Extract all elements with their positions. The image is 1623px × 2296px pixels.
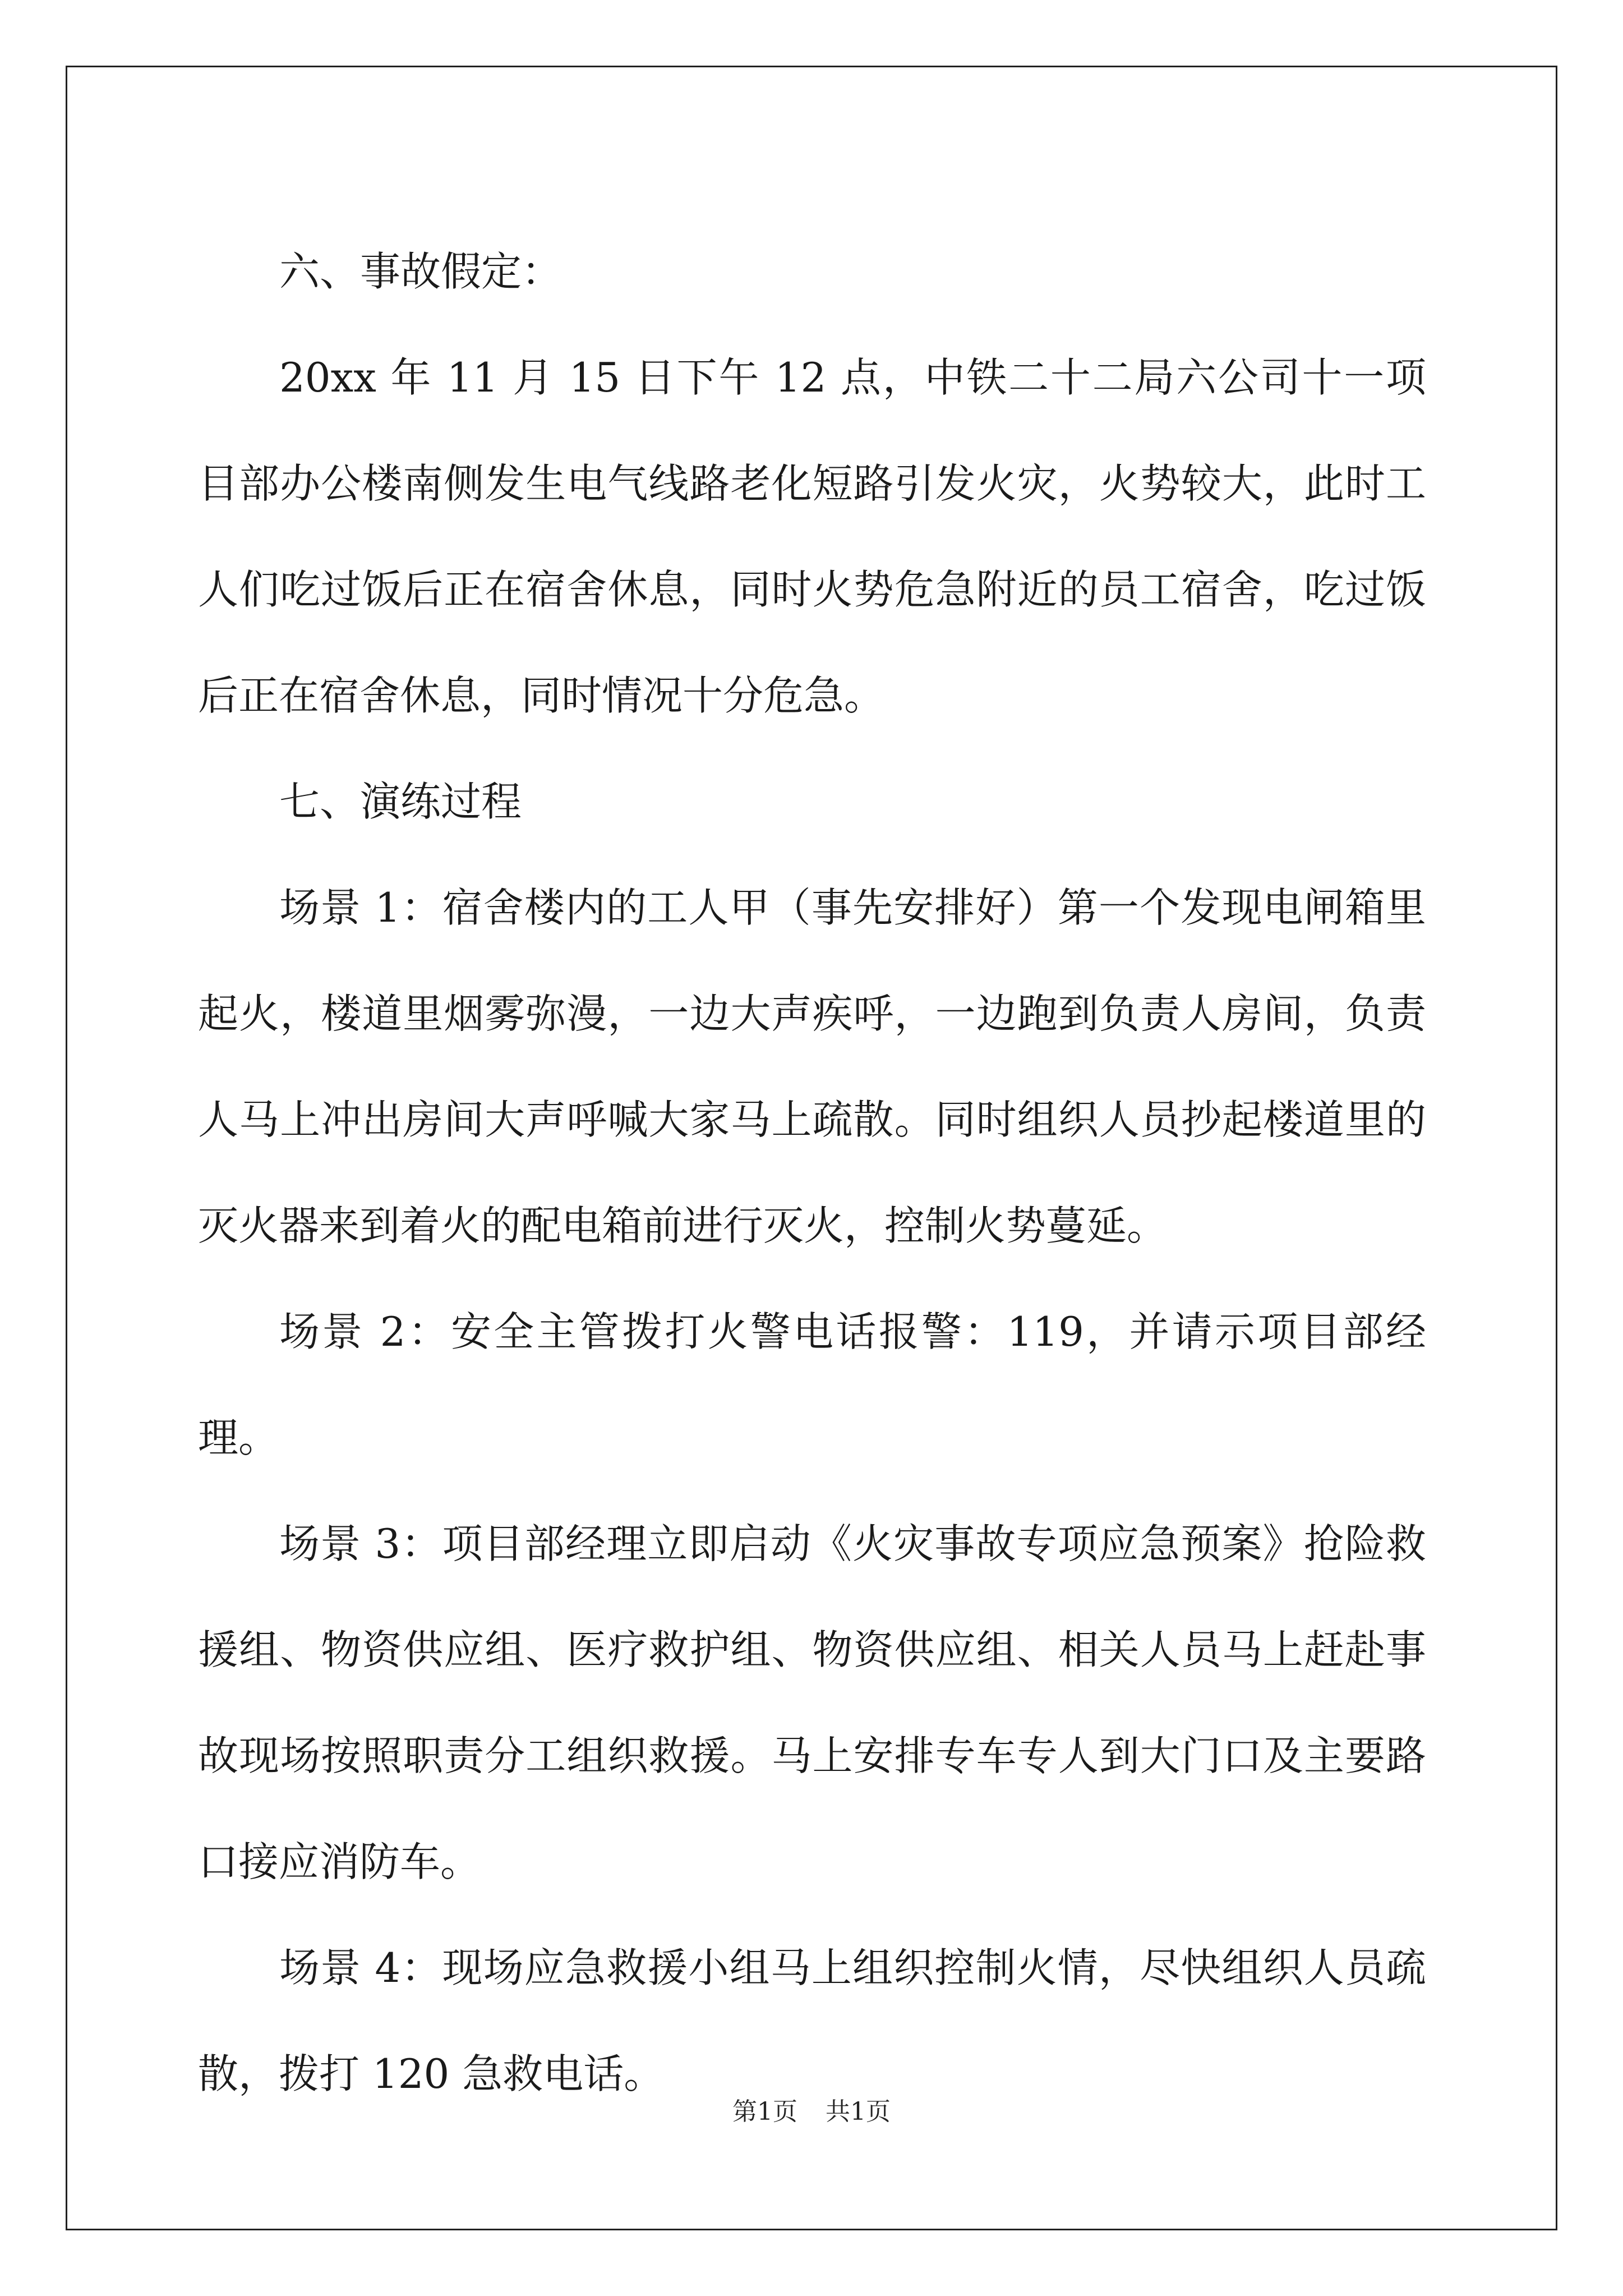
section-heading-drill-process: 七、演练过程 xyxy=(279,778,522,825)
page-footer xyxy=(0,2091,1623,2127)
paragraph-scene-2: 场景 2：安全主管拨打火警电话报警：119，并请示项目部经理。 xyxy=(198,1308,1426,1461)
paragraph-scene-1: 场景 1：宿舍楼内的工人甲（事先安排好）第一个发现电闸箱里起火，楼道里烟雾弥漫，一边大声疾呼，一边跑到负责人房间，负责人马上冲出房间大声呼喊大家马上疏散。同时组织人员抄起楼道里的灭火器来到着火的配电箱前进行灭火，控制火势蔓延。 xyxy=(198,884,1426,1249)
section-heading-accident: 六、事故假定： xyxy=(279,248,562,295)
paragraph-scene-3: 场景 3：项目部经理立即启动《火灾事故专项应急预案》抢险救援组、物资供应组、医疗救护组、物资供应组、相关人员马上赶赴事故现场按照职责分工组织救援。马上安排专车专人到大门口及主要路口接应消防车。 xyxy=(198,1520,1426,1885)
page-number: 第1页 xyxy=(732,2097,797,2126)
document-body xyxy=(198,219,1426,2127)
page-total: 共1页 xyxy=(826,2097,891,2126)
paragraph-scene-4: 场景 4：现场应急救援小组马上组织控制火情，尽快组织人员疏散，拨打 120 急救电话。 xyxy=(198,1944,1426,2097)
paragraph-accident-description: 20xx 年 11 月 15 日下午 12 点，中铁二十二局六公司十一项目部办公楼南侧发生电气线路老化短路引发火灾，火势较大，此时工人们吃过饭后正在宿舍休息，同时火势危急附近的员工宿舍，吃过饭后正在宿舍休息，同时情况十分危急。 xyxy=(198,354,1426,719)
